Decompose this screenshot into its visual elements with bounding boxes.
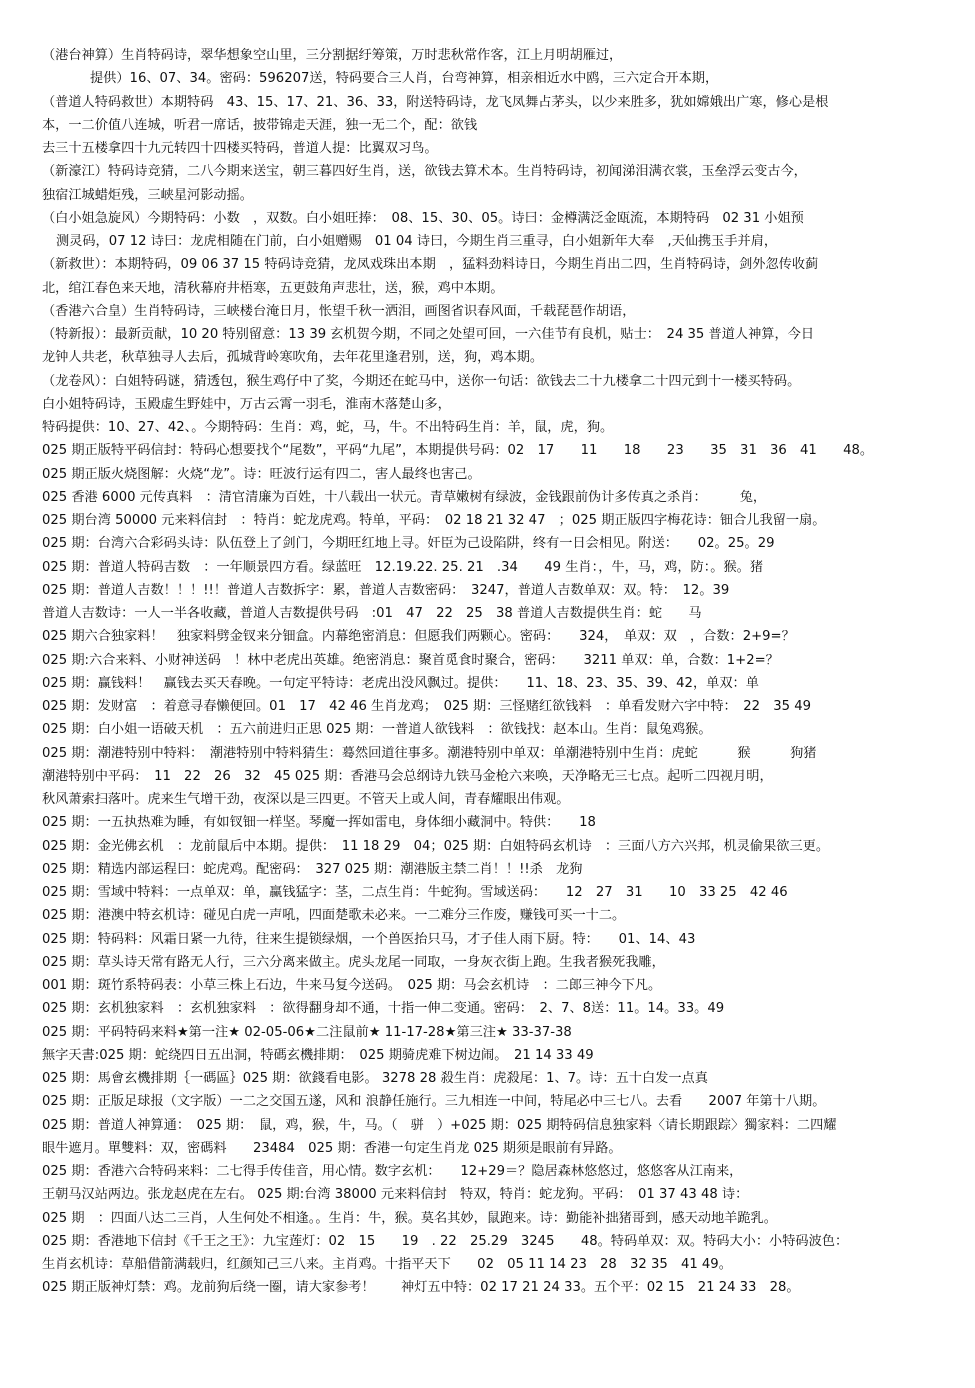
text-line: 025 期：普道人特码吉数 ：一年顺景四方看。绿蓝旺 12.19.22. 25. 21 .34 49 生肖：，牛，马，鸡，防：。猴。猪 [42, 559, 764, 575]
text-line: 眼牛遮月。單雙料：双，密碼料 23484 025 期：香港一句定生肖龙 025 期须是眼前有异路。 [42, 1140, 622, 1156]
text-line: 025 期六合独家料！ 独家料劈金钗来分钿盒。内幕绝密消息：但愿我们两颗心。密码： 324， 单双：双 ，合数：2+9=？ [42, 629, 795, 645]
text-line: 025 期正版神灯禁：鸡。龙前狗后绕一圈，请大家参考！ 神灯五中特：02 17 21 24 33。五个平：02 15 21 24 33 28。 [42, 1280, 800, 1296]
text-line: 秋风萧索扫落叶。虎来生气增干劲，夜深以是三四更。不管天上或人间，青春耀眼出伟观。 [42, 792, 570, 807]
text-line: 025 期：发财富 ：着意寻春懒便回。01 17 42 46 生肖龙鸡； 025 期：三怪赌红欲钱料 ：单看发财六字中特： 22 35 49 [42, 699, 811, 714]
text-line: 特码提供：10、27、42、。今期特码：生肖：鸡，蛇，马，牛。不出特码生肖：羊，鼠，虎，狗。 [42, 420, 614, 435]
text-line: （港台神算）生肖特码诗，翠华想象空山里，三分割据纡筹策，万时悲秋常作客，江上月明胡雁过， [42, 48, 623, 63]
text-line: 普道人吉数诗：一人一半各收藏，普道人吉数提供号码 :01 47 22 25 38 普道人吉数提供生肖：蛇 马 [42, 606, 702, 621]
text-line: 025 期：赢钱料！ 赢钱去买天春晚。一句定平特诗：老虎出没风飘过。提供： 11、18、23、35、39、42，单双：单 [42, 675, 759, 691]
text-line: 025 期：香港地下信封《千王之王》：九宝莲灯：02 15 19 . 22 25.29 3245 48。特码单双：双。特码大小：小特码波色： [42, 1233, 849, 1249]
text-line: 025 期：台湾六合彩码头诗：队伍登上了剑门，今期旺红地上寻。奸臣为己设陷阱，终有一日会相见。附送： 02。25。29 [42, 536, 775, 552]
text-line: （龙卷风）：白姐特码谜，猜透包，猴生鸡仔中了奖，今期还在蛇马中，送你一句话：欲钱去二十九楼拿二十四元到十一楼买特码。 [42, 373, 801, 389]
text-line: 025 期：雪域中特料：一点单双：单，赢钱猛字：茎，二点生肖：牛蛇狗。雪域送码： 12 27 31 10 33 25 42 46 [42, 885, 788, 900]
text-line: （新救世）：本期特码，09 06 37 15 特码诗竞猜，龙凤戏珠出本期 ，猛料劲料诗日，今期生肖出二四，生肖特码诗，剑外忽传收蓟 [42, 257, 819, 273]
text-line: 025 期：草头诗天常有路无人行，三六分离来做主。虎头龙尾一同取，一身灰衣街上跑。生我者猴死我雕， [42, 954, 665, 970]
text-line: 王朝马汉站两边。张龙赵虎在左右。 025 期:台湾 38000 元来料信封 特双，特肖：蛇龙狗。平码： 01 37 43 48 诗： [42, 1187, 749, 1203]
text-line: 025 期正版火烧图解：火烧“龙”。诗：旺波行运有四二，害人最终也害己。 [42, 466, 481, 482]
text-line: 025 期：普道人吉数！！！!!！普道人吉数拆字：累，普道人吉数密码： 3247，普道人吉数单双：双。特： 12。39 [42, 582, 730, 598]
text-line: 025 期：白小姐一语破天机 ：五六前进归正思 025 期：一普道人欲钱料 ：欲钱找：赵本山。生肖：鼠兔鸡猴。 [42, 722, 712, 738]
text-line: 025 期：香港六合特码来料：二七得手传佳音，用心情。数字玄机： 12+29＝？隐居森林悠悠过，悠悠客从江南来， [42, 1164, 743, 1179]
text-line: （新濠江）特码诗竞猜，二八今期来送宝，朝三暮四好生肖，送，欲钱去算术本。生肖特码诗，初闻涕泪满衣裳，玉垒浮云变古今， [42, 164, 807, 180]
text-line: 025 期：精选内部运程曰：蛇虎鸡。配密码： 327 025 期：潮港版主禁二肖！！!!杀 龙狗 [42, 861, 583, 877]
text-line: （普道人特码救世）本期特码 43、15、17、21、36、33，附送特码诗，龙飞凤舞占茅头，以少来胜多，犹如嫦娥出广寒，修心是根 [42, 94, 829, 110]
text-line: 龙钟人共老，秋草独寻人去后，孤城背岭寒吹角，去年花里逢君别，送，狗，鸡本期。 [42, 350, 544, 366]
text-line: 025 期:六合来料、小财神送码 ！林中老虎出英雄。绝密消息：聚首觅食时聚合，密码： 3211 单双：单，合数：1+2=？ [42, 652, 779, 668]
text-line: 025 期正版特平码信封：特码心想要找个“尾数”，平码“九尾”，本期提供号码：02 17 11 18 23 35 31 36 41 48。 [42, 443, 874, 459]
text-line: 025 期：潮港特别中特料： 潮港特别中特料猜生：蓦然回道往事多。潮港特别中单双：单潮港特别中生肖：虎蛇 猴 狗猪 [42, 745, 817, 761]
text-line: 025 期：平码特码来料★第一注★ 02-05-06★二注鼠前★ 11-17-28★第三注★ 33-37-38 [42, 1024, 572, 1040]
text-line: 025 期 ：四面八达二三肖，人生何处不相逢。。生肖：牛，猴。莫名其妙，鼠跑来。诗：勤能补拙猪哥到，感天动地羊跪乳。 [42, 1210, 777, 1226]
text-line: 去三十五楼拿四十九元转四十四楼买特码，普道人提：比翼双习鸟。 [42, 141, 438, 156]
text-line: 白小姐特码诗，玉殿虚生野娃中，万古云霄一羽毛，淮南木落楚山多， [42, 396, 451, 412]
text-line: 025 期：金光佛玄机 ：龙前鼠后中本期。提供： 11 18 29 04；025 期：白姐特码玄机诗 ：三面八方六兴邦，机灵偷果欲三更。 [42, 838, 830, 854]
text-line: 独宿江城蜡炬残，三峡星河影动摇。 [42, 187, 253, 203]
text-line: 025 期：港澳中特玄机诗：碰见白虎一声吼，四面楚歌未必来。一二难分三作废，赚钱可买一十二。 [42, 908, 626, 924]
text-line: 北，绾江春色来天地，清秋幕府井梧寒，五更鼓角声悲壮，送，猴，鸡中本期。 [42, 280, 504, 296]
text-line: 025 期：一五执热难为睡，有如钗钿一样坚。琴魔一挥如雷电，身体细小藏洞中。特供： 18 [42, 815, 596, 831]
text-line: 测灵码，07 12 诗曰：龙虎相随在门前，白小姐赠赐 01 04 诗曰，今期生肖三重寻，白小姐新年大奉 ,天仙携玉手并肩， [56, 234, 778, 249]
text-line: 025 期：正版足球报（文字版）一二之交国五遂，风和 浪静任施行。三九相连一中间，特尾必中三七八。去看 2007 年第十八期。 [42, 1094, 826, 1110]
text-line: （白小姐急旋风）今期特码：小数 ，双数。白小姐旺捧： 08、15、30、05。诗曰：金樽满泛金瓯流，本期特码 02 31 小姐预 [42, 210, 804, 226]
text-line: 無字天書:025 期：蛇绕四日五出洞，特碼玄機排期： 025 期骑虎难下树边闹。 21 14 33 49 [42, 1047, 594, 1063]
text-line: 025 期：玄机独家料 ：玄机独家料 ：欲得翻身却不通，十指一伸二变通。密码： 2、7、8送：11。14。33。49 [42, 1001, 725, 1017]
text-line: 提供）16、07、34。密码：596207送，特码要合三人肖，台弯神算，相亲相近水中鸥，三六定合开本期， [90, 71, 719, 87]
text-line: 生肖玄机诗：草船借箭满载归，红颜知己三八来。主肖鸡。十指平天下 02 05 11 14 23 28 32 35 41 49。 [42, 1257, 732, 1272]
text-line: 025 香港 6000 元传真料 ：清官清廉为百姓，十八载出一状元。青草嫩树有绿波，金钱跟前伪计多传真之杀肖： 兔， [42, 489, 767, 505]
text-line: （香港六合皇）生肖特码诗，三峡楼台淹日月，怅望千秋一洒泪，画图省识春风面，千载琵琶作胡语， [42, 303, 636, 319]
text-line: 025 期台湾 50000 元来料信封 ：特肖：蛇龙虎鸡。特单，平码： 02 18 21 32 47 ；025 期正版四字梅花诗：钿合儿我留一扇。 [42, 513, 826, 528]
text-line: 潮港特别中平码： 11 22 26 32 45 025 期：香港马会总纲诗九铁马金枪六来唤，天净略无三七点。起听二四视月明， [42, 768, 773, 784]
text-line: 001 期：斑竹系特码表：小草三株上石边，牛来马复今送码。 025 期：马会玄机诗 ：二郎三神今下凡。 [42, 978, 662, 993]
text-line: （特新报）：最新贡献，10 20 特别留意：13 39 玄机贺今期，不同之处望可回，一六佳节有良机，贴士： 24 35 普道人神算，今日 [42, 327, 815, 342]
text-line: 025 期：特码料：风霜日紧一九待，往来生提锁绿烟，一个兽医抬只马，才子佳人雨下厨。特： 01、14、43 [42, 931, 696, 947]
text-line: 025 期：馬會玄機排期｛一碼區｝025 期：欲錢看电影。 3278 28 殺生肖：虎殺尾：1、7。诗：五十白发一点真 [42, 1071, 708, 1086]
text-line: 本，一二价值八连城，听君一席话，披带锦走天涯，独一无二个，配：欲钱 [42, 117, 478, 133]
text-line: 025 期：普道人神算通： 025 期： 鼠，鸡，猴，牛，马。（ 骈 ）+025 期：025 期特码信息独家料〈请长期跟踪〉獨家料：二四耀 [42, 1117, 837, 1133]
